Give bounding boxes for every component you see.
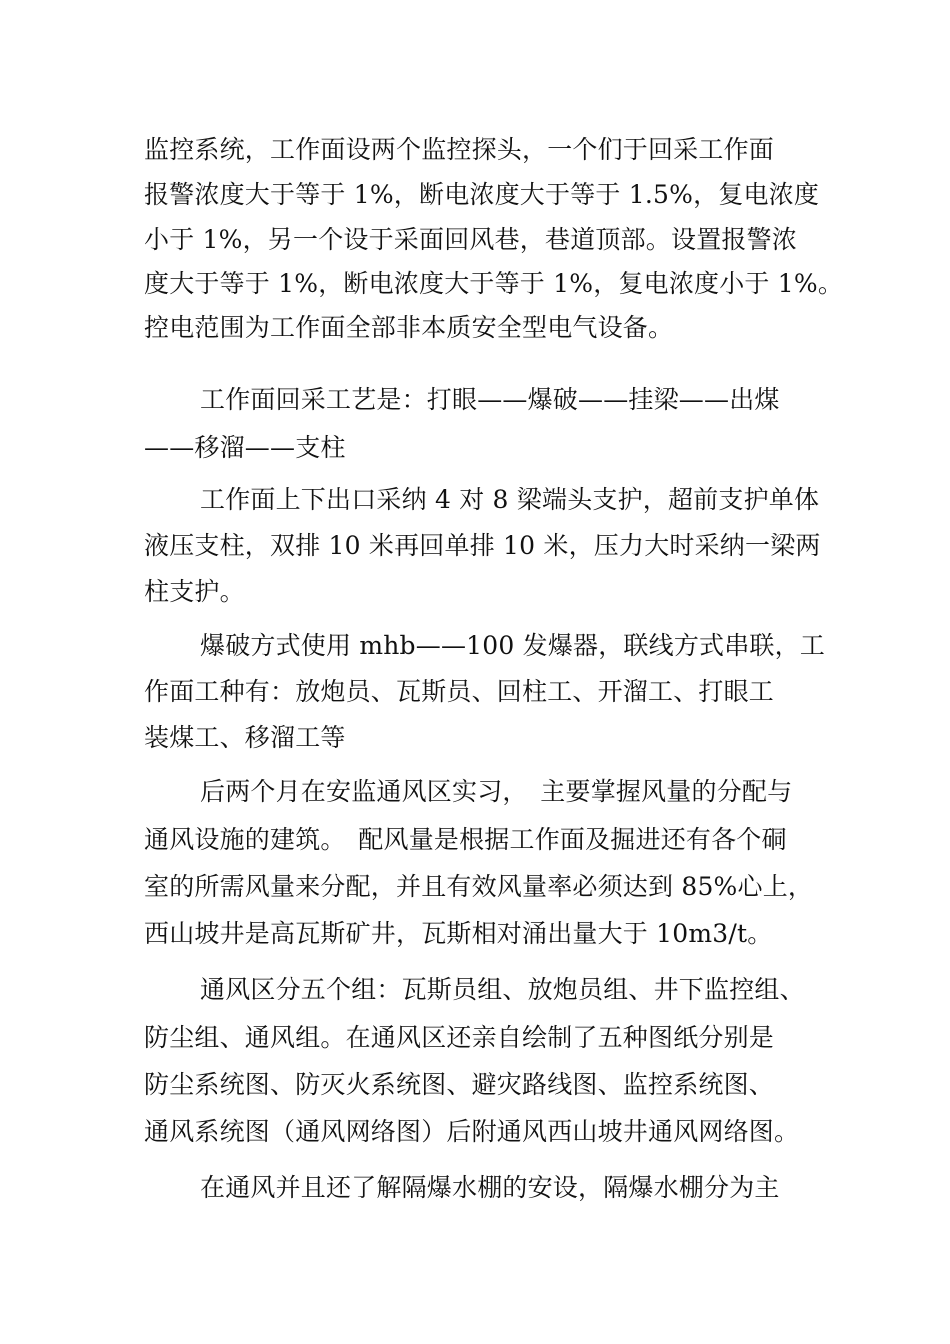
- text-line: 通风区分五个组：瓦斯员组、放炮员组、井下监控组、: [200, 975, 805, 1004]
- text-line: 小于 1%，另一个设于采面回风巷，巷道顶部。设置报警浓: [144, 225, 798, 254]
- text-line: 防尘系统图、防灭火系统图、避灾路线图、监控系统图、: [144, 1070, 775, 1099]
- text-line: 防尘组、通风组。在通风区还亲自绘制了五种图纸分别是: [144, 1023, 775, 1052]
- text-line: 报警浓度大于等于 1%，断电浓度大于等于 1.5%，复电浓度: [144, 180, 820, 209]
- text-line: 柱支护。: [144, 577, 245, 606]
- text-line: 液压支柱，双排 10 米再回单排 10 米，压力大时采纳一梁两: [144, 531, 821, 560]
- text-line: 通风系统图（通风网络图）后附通风西山坡井通风网络图。: [144, 1117, 800, 1146]
- text-line: 爆破方式使用 mhb——100 发爆器，联线方式串联，工: [200, 631, 826, 660]
- text-line: 控电范围为工作面全部非本质安全型电气设备。: [144, 313, 674, 342]
- text-line: ——移溜——支柱: [144, 433, 346, 462]
- text-line: 工作面回采工艺是：打眼——爆破——挂梁——出煤: [200, 385, 780, 414]
- text-line: 装煤工、移溜工等: [144, 723, 346, 752]
- text-line: 工作面上下出口采纳 4 对 8 梁端头支护，超前支护单体: [200, 485, 820, 514]
- text-line: 在通风并且还了解隔爆水棚的安设，隔爆水棚分为主: [200, 1173, 780, 1202]
- text-line: 后两个月在安监通风区实习， 主要掌握风量的分配与: [200, 777, 793, 806]
- text-line: 度大于等于 1%，断电浓度大于等于 1%，复电浓度小于 1%。: [144, 269, 844, 298]
- text-line: 通风设施的建筑。 配风量是根据工作面及掘进还有各个硐: [144, 825, 787, 854]
- text-line: 监控系统，工作面设两个监控探头，一个们于回采工作面: [144, 135, 775, 164]
- text-line: 西山坡井是高瓦斯矿井，瓦斯相对涌出量大于 10m3/t。: [144, 919, 773, 948]
- text-line: 作面工种有：放炮员、瓦斯员、回柱工、开溜工、打眼工: [144, 677, 775, 706]
- text-line: 室的所需风量来分配，并且有效风量率必须达到 85%心上，: [144, 872, 814, 901]
